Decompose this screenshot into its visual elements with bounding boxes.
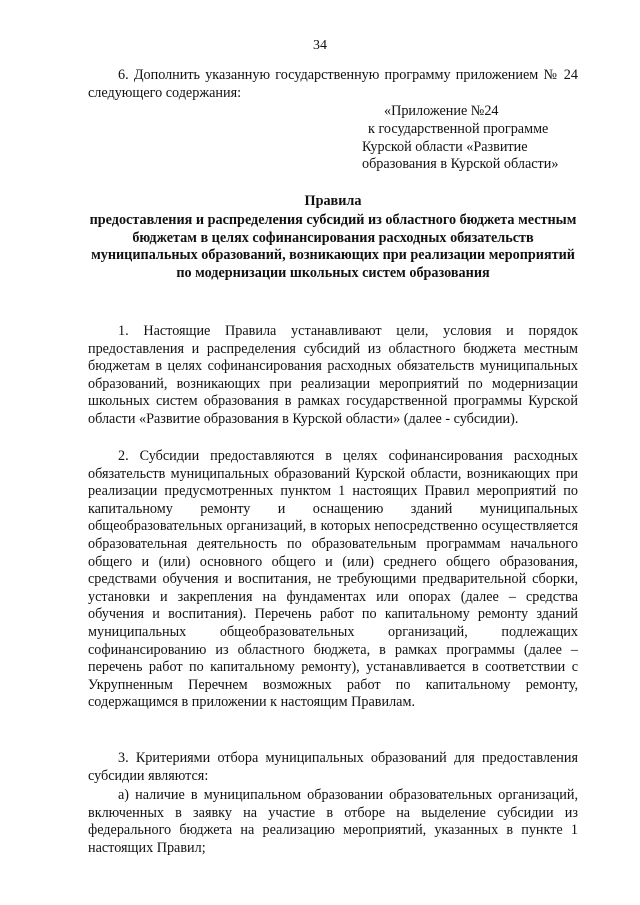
heading-title: Правила [304, 193, 362, 209]
annex-line-3: Курской области «Развитие [362, 138, 528, 155]
annex-line-1: «Приложение №24 [384, 103, 499, 119]
paragraph-4: а) наличие в муниципальном образовании образовательных организаций, включенных в заявку на участие в отборе на выделение субсидии из федерального бюджета на реализацию мероприятий, указанных в пункте 1 настоящих Правил; [88, 787, 578, 856]
annex-line-4: образования в Курской области» [362, 156, 559, 173]
paragraph-3: 3. Критериями отбора муниципальных образований для предоставления субсидии являются: [88, 750, 578, 784]
intro-paragraph: 6. Дополнить указанную государственную программу приложением № 24 следующего содержания: [88, 67, 578, 101]
rules-heading [88, 193, 578, 283]
annex-line-2: к государственной программе [368, 120, 549, 137]
paragraph-1: 1. Настоящие Правила устанавливают цели, условия и порядок предоставления и распределения субсидий из областного бюджета местным бюджетам в целях софинансирования расходных обязательств муниципальных образований, возникающих при реализации мероприятий по модернизации школьных систем образования в рамках государственной программы Курской области «Развитие образования в Курской области» (далее - субсидии). [88, 323, 578, 427]
paragraph-2: 2. Субсидии предоставляются в целях софинансирования расходных обязательств муниципальных образований Курской области, возникающих при реализации предусмотренных пунктом 1 настоящих Правил мероприятий по капитальному ремонту и оснащению зданий муниципальных общеобразовательных организаций, в которых непосредственно осуществляется образовательная деятельность по образовательным программам начального общего и (или) основного общего и (или) среднего общего образования, средствами обучения и воспитания, не требующими предварительной сборки, установки и закрепления на фундаментах или опорах (далее – средства обучения и воспитания). Перечень работ по капитальному ремонту зданий муниципальных общеобразовательных организаций, подлежащих софинансированию из областного бюджета, в рамках программы (далее – перечень работ по капитальному ремонту), устанавливается в соответствии с Укрупненным Перечнем возможных работ по капитальному ремонту, содержащимся в приложении к настоящим Правилам. [88, 448, 578, 711]
annex-reference [362, 103, 558, 174]
heading-subtitle: предоставления и распределения субсидий из областного бюджета местным бюджетам в целях софинансирования расходных обязательств муниципальных образований, возникающих при реализации мероприятий по модернизации школьных систем образования [89, 211, 577, 282]
page-number: 34 [313, 38, 327, 53]
